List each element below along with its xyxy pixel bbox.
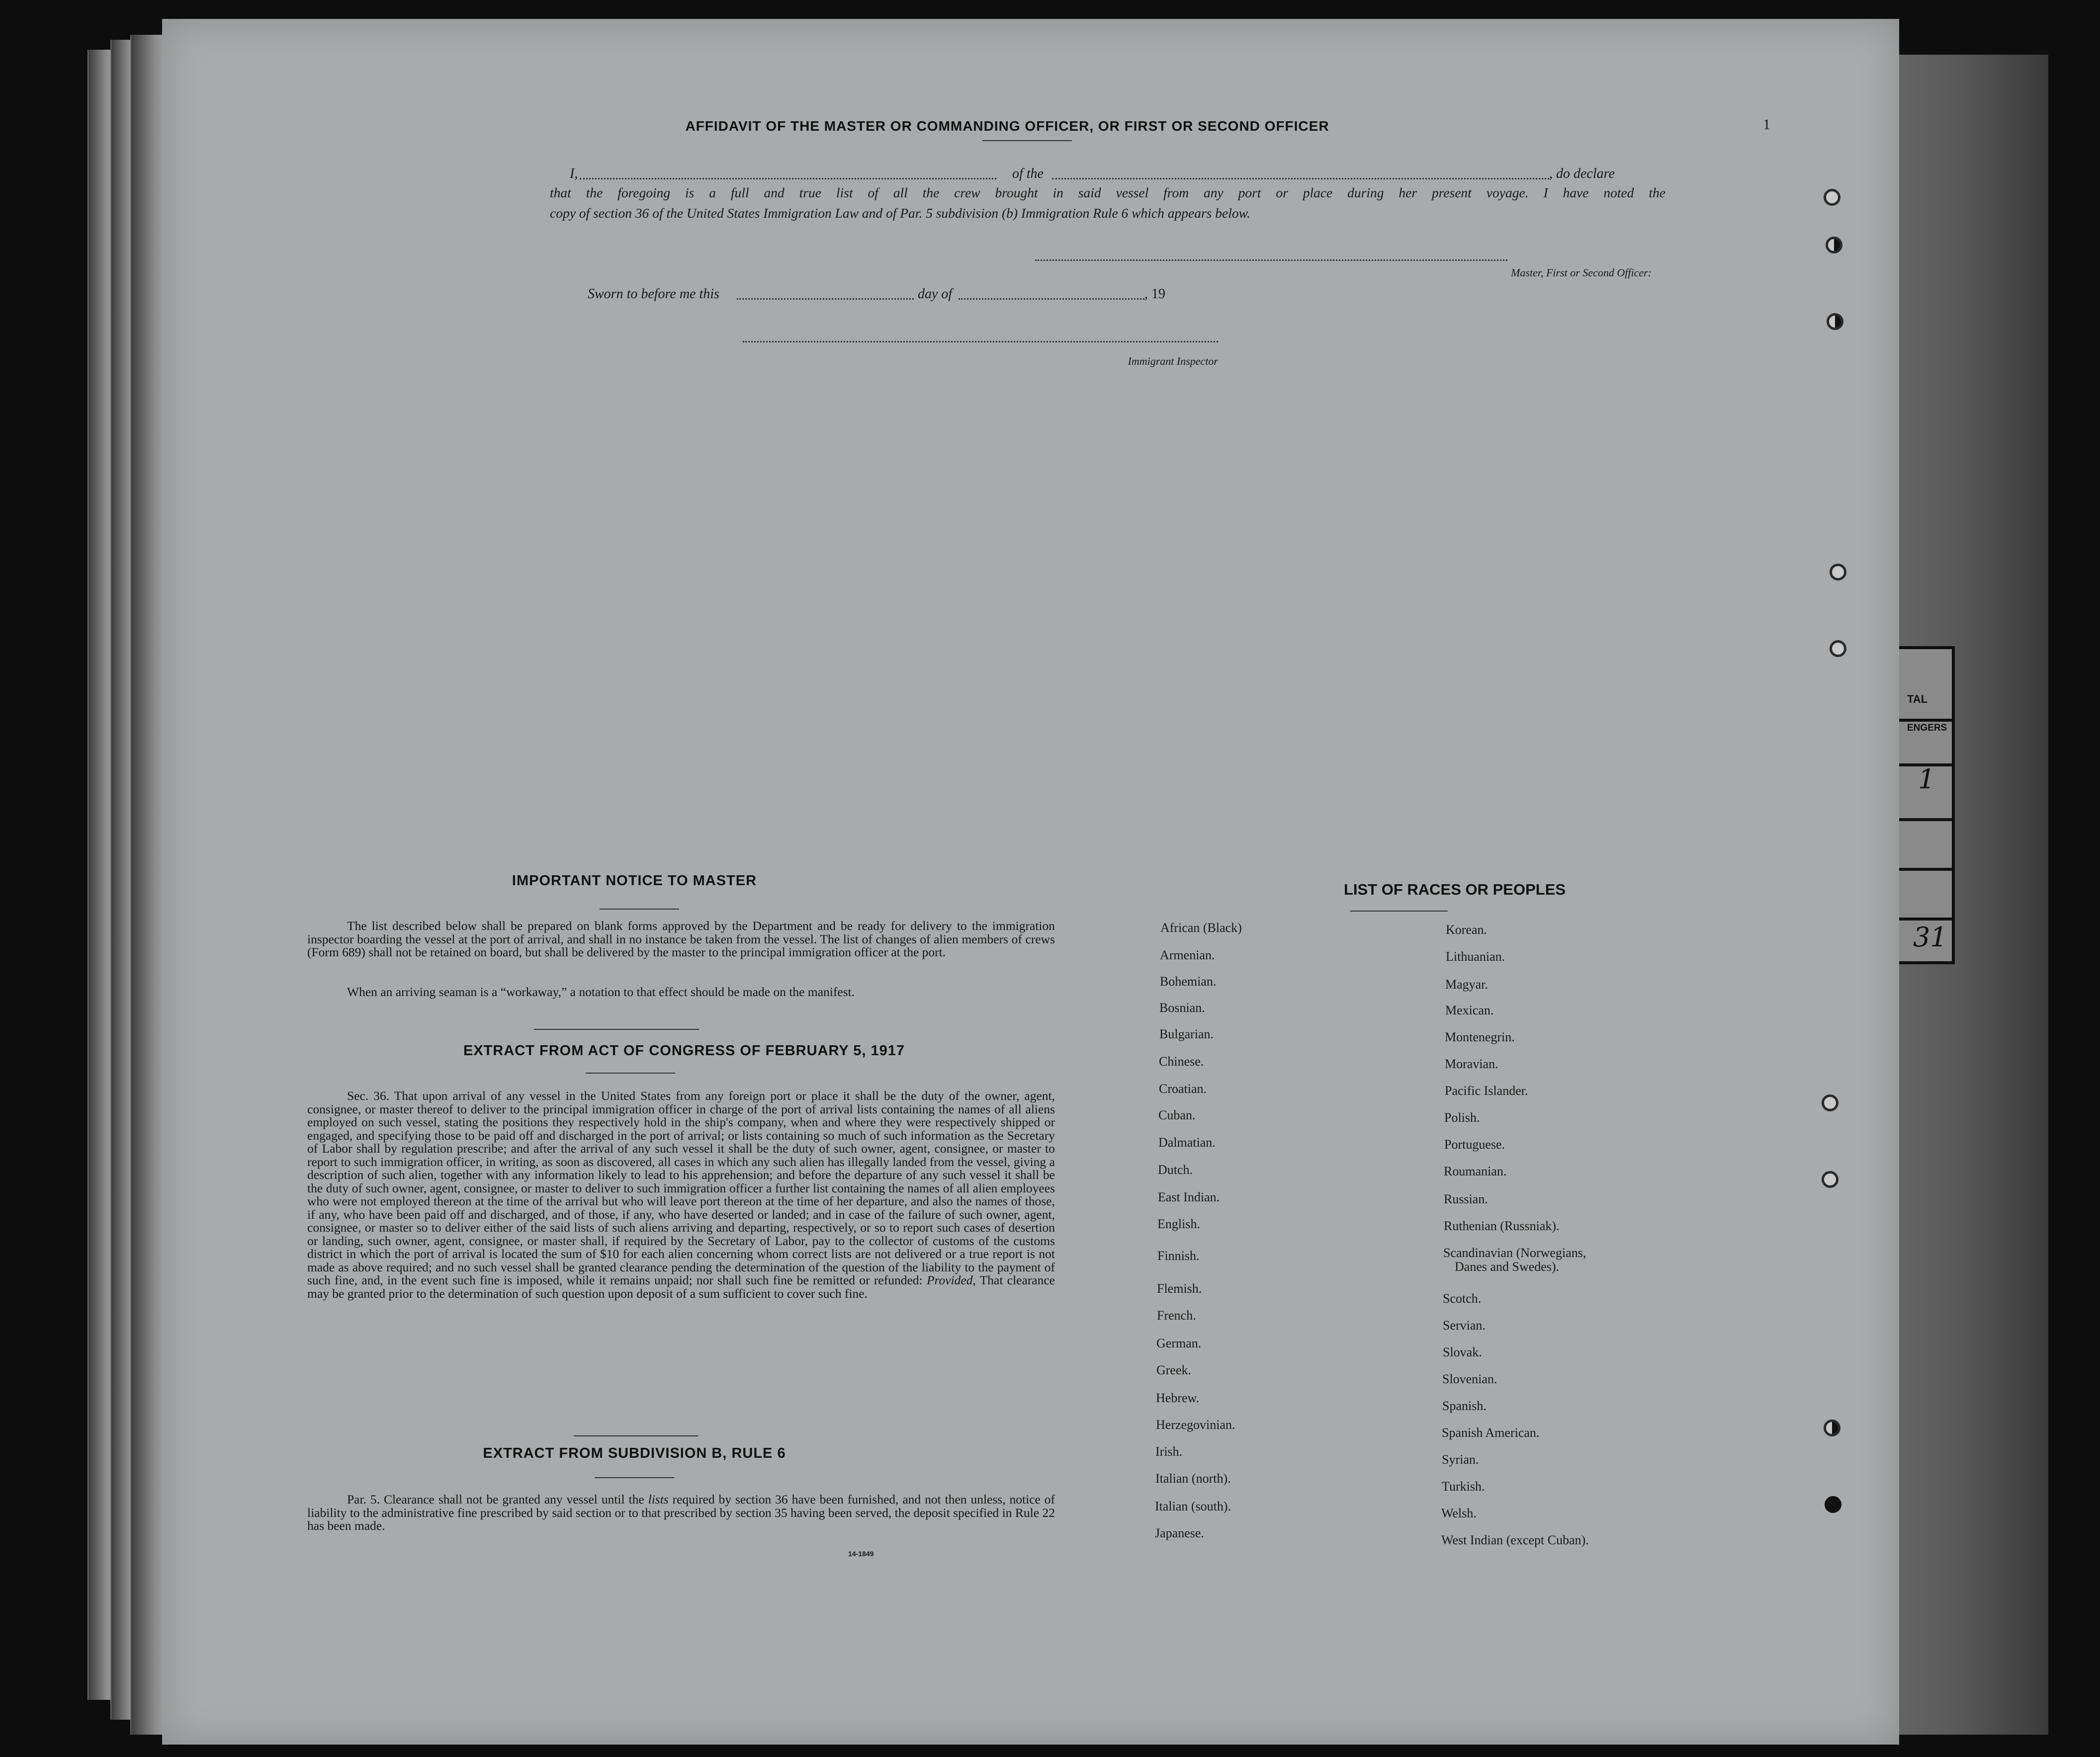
race-item-left: French.: [1157, 1308, 1196, 1323]
race-item-left: Bulgarian.: [1159, 1027, 1214, 1041]
punch-hole: [1822, 1171, 1838, 1188]
races-title: LIST OF RACES OR PEOPLES: [1343, 881, 1566, 898]
race-item-right: Slovenian.: [1442, 1372, 1497, 1386]
day-blank[interactable]: [737, 298, 914, 300]
tab-handwritten-1: 1: [1918, 763, 1935, 795]
race-item-left: Flemish.: [1157, 1281, 1202, 1296]
vessel-blank[interactable]: [1052, 178, 1549, 179]
month-blank[interactable]: [959, 298, 1144, 300]
race-item-right: Turkish.: [1442, 1479, 1485, 1494]
race-item-right: Magyar.: [1445, 977, 1488, 992]
tab-box: [1895, 646, 1955, 964]
race-item-right: Ruthenian (Russniak).: [1444, 1219, 1560, 1233]
race-item-right: Portuguese.: [1444, 1137, 1505, 1152]
sworn-day: day of: [918, 286, 953, 302]
inspector-signature-line[interactable]: [743, 341, 1218, 342]
sworn-prefix: Sworn to before me this: [588, 286, 719, 302]
divider: [586, 1073, 675, 1074]
act-body: [307, 1089, 1055, 1300]
race-item-left: Cuban.: [1158, 1108, 1196, 1122]
race-item-right: Russian.: [1444, 1192, 1488, 1206]
race-item-right: Roumanian.: [1444, 1164, 1507, 1178]
race-item-right: Danes and Swedes).: [1455, 1259, 1560, 1274]
tab-label-2: ENGERS: [1907, 723, 1947, 733]
affidavit-of-the: of the: [1012, 166, 1044, 181]
form-number: 14-1849: [848, 1550, 874, 1558]
act-proviso-word: Provided,: [926, 1273, 976, 1287]
race-item-left: Armenian.: [1160, 948, 1215, 962]
document-page: [162, 19, 1899, 1745]
race-item-left: Dutch.: [1158, 1163, 1193, 1177]
officer-label: Master, First or Second Officer:: [1511, 266, 1652, 279]
punch-hole: [1822, 1094, 1838, 1111]
race-item-right: Mexican.: [1445, 1003, 1494, 1017]
divider: [1350, 911, 1448, 912]
divider: [534, 1029, 699, 1030]
affidavit-line-2: that the foregoing is a full and true list of all the crew brought in said vessel from any port or place during her present voyage. I have noted the: [550, 185, 1665, 200]
race-item-left: Greek.: [1156, 1363, 1192, 1377]
divider: [574, 1435, 698, 1436]
affidavit-declare: , do declare: [1549, 166, 1615, 181]
page-mark: 1: [1763, 116, 1770, 133]
name-blank[interactable]: [580, 178, 996, 179]
punch-hole: [1825, 1496, 1841, 1513]
race-item-right: Montenegrin.: [1445, 1030, 1515, 1044]
race-item-right: Servian.: [1443, 1318, 1486, 1333]
divider: [982, 140, 1072, 141]
punch-hole: [1824, 189, 1840, 206]
race-item-right: Polish.: [1444, 1110, 1480, 1125]
race-item-left: East Indian.: [1158, 1190, 1220, 1204]
rule6-text-a: Par. 5. Clearance shall not be granted any vessel until the: [347, 1492, 644, 1506]
act-title: EXTRACT FROM ACT OF CONGRESS OF FEBRUARY 5, 1917: [463, 1043, 905, 1059]
race-item-left: Finnish.: [1157, 1249, 1200, 1263]
sworn-year: , 19: [1144, 286, 1165, 302]
race-item-right: Scotch.: [1443, 1291, 1482, 1306]
punch-hole: [1826, 237, 1842, 253]
rule6-text-b: required by section 36 have been furnished, and not then unless, notice of liability to the administrative fine prescribed by said section or to that prescribed by section 35 having been served, the deposit specified in Rule 22 has been made.: [307, 1492, 1055, 1533]
tab-handwritten-2: 31: [1913, 921, 1947, 953]
rule6-title: EXTRACT FROM SUBDIVISION B, RULE 6: [483, 1445, 786, 1461]
race-item-left: German.: [1156, 1336, 1202, 1350]
race-item-right: Lithuanian.: [1446, 949, 1505, 964]
affidavit-i: I,: [570, 166, 578, 181]
race-item-left: Dalmatian.: [1158, 1135, 1216, 1150]
act-section-label: Sec. 36.: [347, 1088, 390, 1103]
race-item-right: Spanish American.: [1442, 1425, 1540, 1440]
affidavit-title: AFFIDAVIT OF THE MASTER OR COMMANDING OFFICER, OR FIRST OR SECOND OFFICER: [685, 118, 1329, 134]
race-item-right: Scandinavian (Norwegians,: [1443, 1246, 1586, 1260]
punch-hole: [1830, 640, 1846, 657]
rule6-lists-word: lists: [648, 1492, 669, 1506]
race-item-left: Chinese.: [1159, 1054, 1204, 1069]
notice-paragraph-1: The list described below shall be prepared on blank forms approved by the Department and be ready for delivery to the immigration inspector boarding the vessel at the port of arrival, and shall in no instance be taken from the vessel. The list of changes of alien members of crews (Form 689) shall not be retained on board, but shall be delivered by the master to the principal immigration officer at the port.: [307, 919, 1055, 959]
punch-hole: [1830, 564, 1846, 581]
race-item-left: Italian (south).: [1155, 1499, 1231, 1513]
race-item-left: African (Black): [1160, 920, 1242, 935]
race-item-left: Herzegovinian.: [1156, 1418, 1235, 1432]
race-item-left: Hebrew.: [1156, 1391, 1200, 1405]
race-item-left: Irish.: [1155, 1444, 1183, 1459]
notice-title: IMPORTANT NOTICE TO MASTER: [512, 873, 757, 889]
punch-hole: [1827, 313, 1843, 330]
inspector-label: Immigrant Inspector: [1128, 355, 1218, 367]
race-item-right: Slovak.: [1443, 1345, 1482, 1359]
race-item-right: Pacific Islander.: [1445, 1084, 1528, 1098]
race-item-left: Bohemian.: [1160, 974, 1217, 989]
divider: [595, 1477, 674, 1478]
punch-hole: [1824, 1420, 1840, 1436]
race-item-right: Welsh.: [1441, 1506, 1477, 1520]
tab-label-1: TAL: [1907, 693, 1928, 705]
race-item-right: West Indian (except Cuban).: [1441, 1533, 1589, 1547]
act-text: That upon arrival of any vessel in the United States from any foreign port or place it shall be the duty of the owner, agent, consignee, or master thereof to deliver to the principal immigration officer in charge of the port of arrival lists containing the names of all aliens employed on such vessel, stating the positions they respectively hold in the ship's company, when and where they were respectively shipped or engaged, and specifying those to be paid off and discharged in the port of arrival; or lists containing so much of such information as the Secretary of Labor shall by regulation prescribe; and after the arrival of any such vessel it shall be the duty of such owner, agent, consignee, or master to report to such immigration officer, in writing, as soon as discovered, all cases in which any such alien has illegally landed from the vessel, giving a description of such alien, together with any information likely to lead to his apprehension; and before the departure of any such vessel it shall be the duty of such owner, agent, consignee, or master to deliver to such immigration officer a further list containing the names of all alien employees who were not employed thereon at the time of the arrival but who will leave port thereon at the time of her departure, and also the names of those, if any, who have been paid off and discharged, and of those, if any, who have deserted or landed; and in case of the failure of such owner, agent, consignee, or master so to deliver either of the said lists of such aliens arriving and departing, respectively, or so to report such cases of desertion or landing, such owner, agent, consignee, or master shall, if required by the Secretary of Labor, pay to the collector of customs of the customs district in which the port of arrival is located the sum of $10 for each alien concerning whom correct lists are not delivered or a true report is not made as above required; and no such vessel shall be granted clearance pending the determination of the question of the liability to the payment of such fine, and, in the event such fine is imposed, while it remains unpaid; nor shall such fine be remitted or refunded:: [307, 1088, 1055, 1287]
notice-paragraph-2: When an arriving seaman is a “workaway,” a notation to that effect should be made on the manifest.: [347, 985, 855, 999]
race-item-right: Korean.: [1446, 922, 1488, 937]
race-item-right: Spanish.: [1442, 1399, 1487, 1413]
officer-signature-line[interactable]: [1035, 259, 1507, 261]
rule6-body: [307, 1493, 1055, 1533]
race-item-right: Syrian.: [1442, 1452, 1479, 1467]
race-item-right: Moravian.: [1445, 1057, 1498, 1071]
affidavit-line-3: copy of section 36 of the United States Immigration Law and of Par. 5 subdivision (b) Immigration Rule 6 which appears below.: [550, 205, 1250, 221]
race-item-left: Italian (north).: [1155, 1471, 1231, 1486]
act-proviso-text: That clearance may be granted prior to the determination of such question upon deposit of a sum sufficient to cover such fine.: [307, 1273, 1055, 1301]
race-item-left: Croatian.: [1159, 1082, 1207, 1096]
divider: [600, 909, 679, 910]
race-item-left: Japanese.: [1155, 1526, 1204, 1540]
race-item-left: Bosnian.: [1159, 1001, 1205, 1015]
race-item-left: English.: [1157, 1217, 1200, 1231]
